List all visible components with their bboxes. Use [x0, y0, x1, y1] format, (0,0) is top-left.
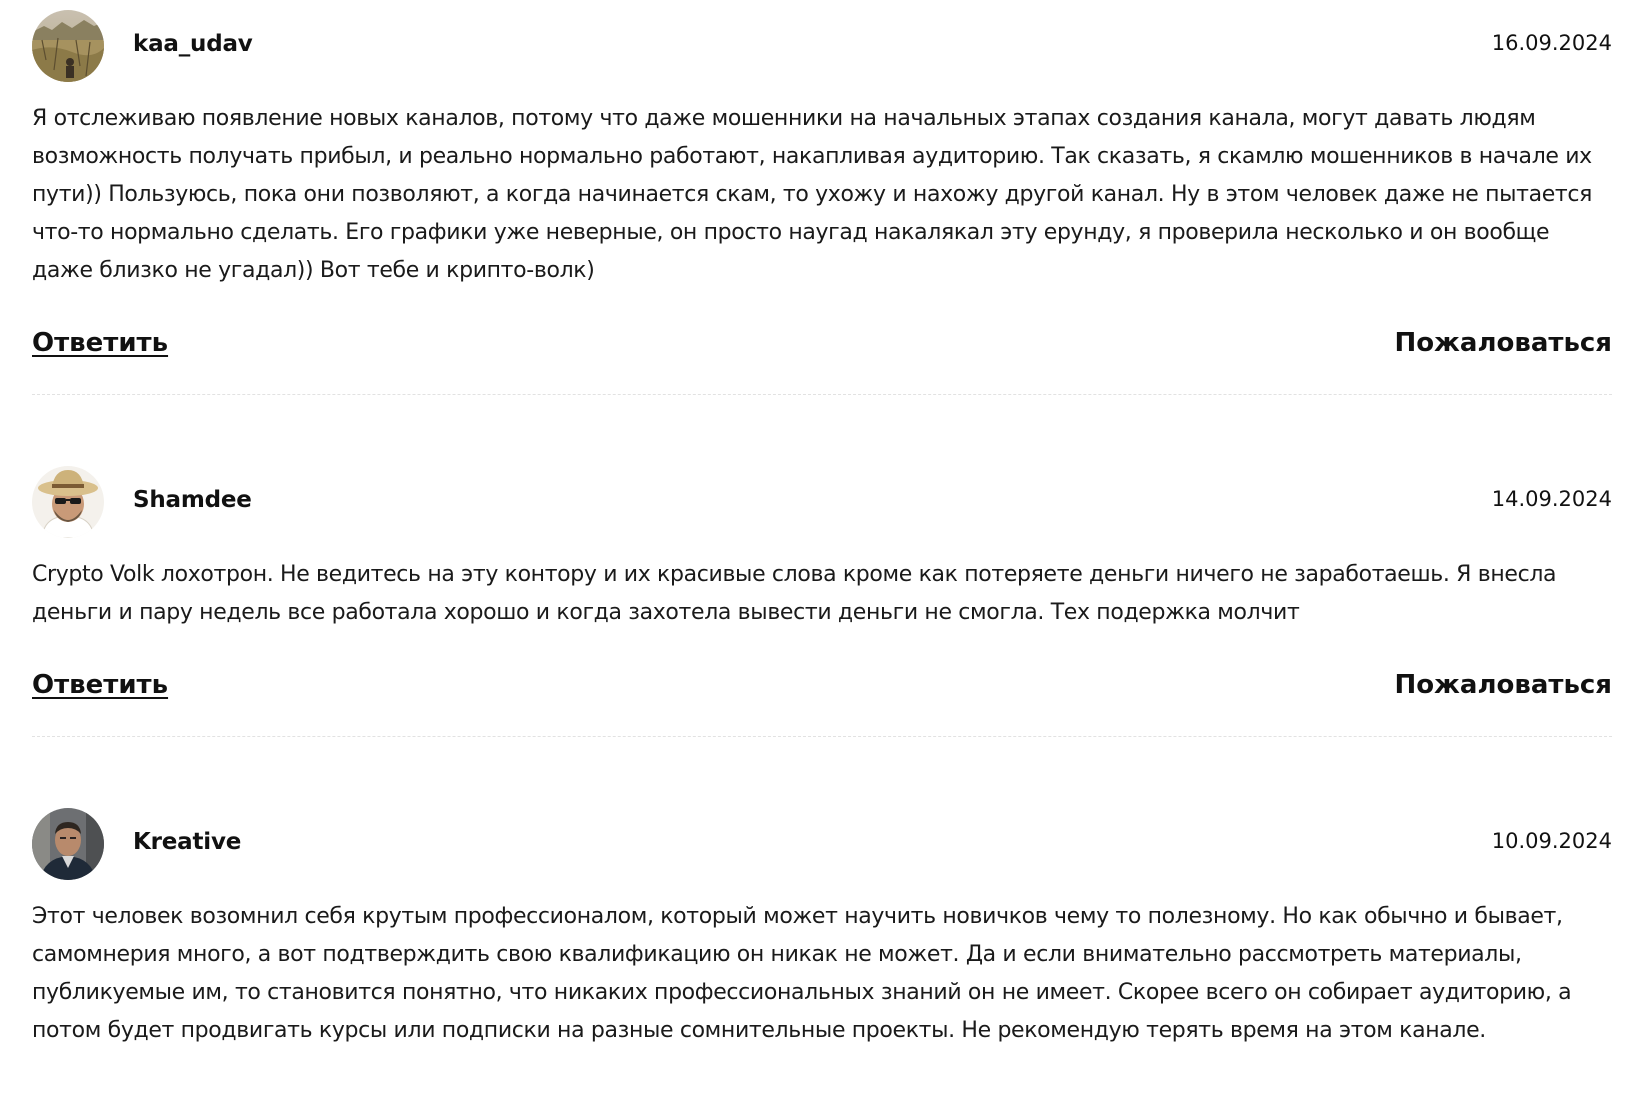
comment-text: Я отслеживаю появление новых каналов, потому что даже мошенники на начальных этапах создания канала, могут давать людям возможность получать прибыл, и реально нормально работают, накапливая аудиторию. Так сказать, я скамлю мошенников в начале их пути)) Пользуюсь, пока они позволяют, а когда начинается скам, то ухожу и нахожу другой канал. Ну в этом человек даже не пытается что-то нормально сделать. Его графики уже неверные, он просто наугад накалякал эту ерунду, я проверила несколько и он вообще даже близко не угадал)) Вот тебе и крипто-волк)	[32, 106, 1593, 283]
comment-header	[32, 808, 1612, 880]
comment-item	[32, 808, 1612, 1050]
reply-link[interactable]: Ответить	[32, 670, 169, 700]
comment-author[interactable]: Shamdee	[133, 487, 252, 513]
comment-actions	[32, 670, 1612, 710]
comment-divider	[32, 736, 1612, 737]
comment-author[interactable]: Kreative	[133, 829, 242, 855]
landscape-photo-avatar[interactable]	[32, 10, 104, 82]
comment-item	[32, 466, 1612, 745]
man-in-hat-avatar[interactable]	[32, 466, 104, 538]
comment-header	[32, 10, 1612, 82]
comment-author[interactable]: kaa_udav	[133, 31, 253, 57]
comment-date: 10.09.2024	[1491, 829, 1612, 853]
comment-actions	[32, 328, 1612, 368]
reply-link[interactable]: Ответить	[32, 328, 169, 358]
comment-date: 16.09.2024	[1491, 31, 1612, 55]
comment-header	[32, 466, 1612, 538]
comment-text: Crypto Volk лохотрон. Не ведитесь на эту контору и их красивые слова кроме как потеряете деньги ничего не заработаешь. Я внесла деньги и пару недель все работала хорошо и когда захотела вывести деньги не смогла. Тех подержка молчит	[32, 562, 1557, 625]
comment-text: Этот человек возомнил себя крутым профессионалом, который может научить новичков чему то полезному. Но как обычно и бывает, самомнерия много, а вот подтверждить свою квалификацию он никак не может. Да и если внимательно рассмотреть материалы, публикуемые им, то становится понятно, что никаких профессиональных знаний он не имеет. Скорее всего он собирает аудиторию, а потом будет продвигать курсы или подписки на разные сомнительные проекты. Не рекомендую терять время на этом канале.	[32, 904, 1572, 1043]
man-portrait-avatar[interactable]	[32, 808, 104, 880]
comment-divider	[32, 394, 1612, 395]
report-link[interactable]: Пожаловаться	[1394, 670, 1612, 700]
report-link[interactable]: Пожаловаться	[1394, 328, 1612, 358]
comment-item	[32, 10, 1612, 403]
comment-date: 14.09.2024	[1491, 487, 1612, 511]
